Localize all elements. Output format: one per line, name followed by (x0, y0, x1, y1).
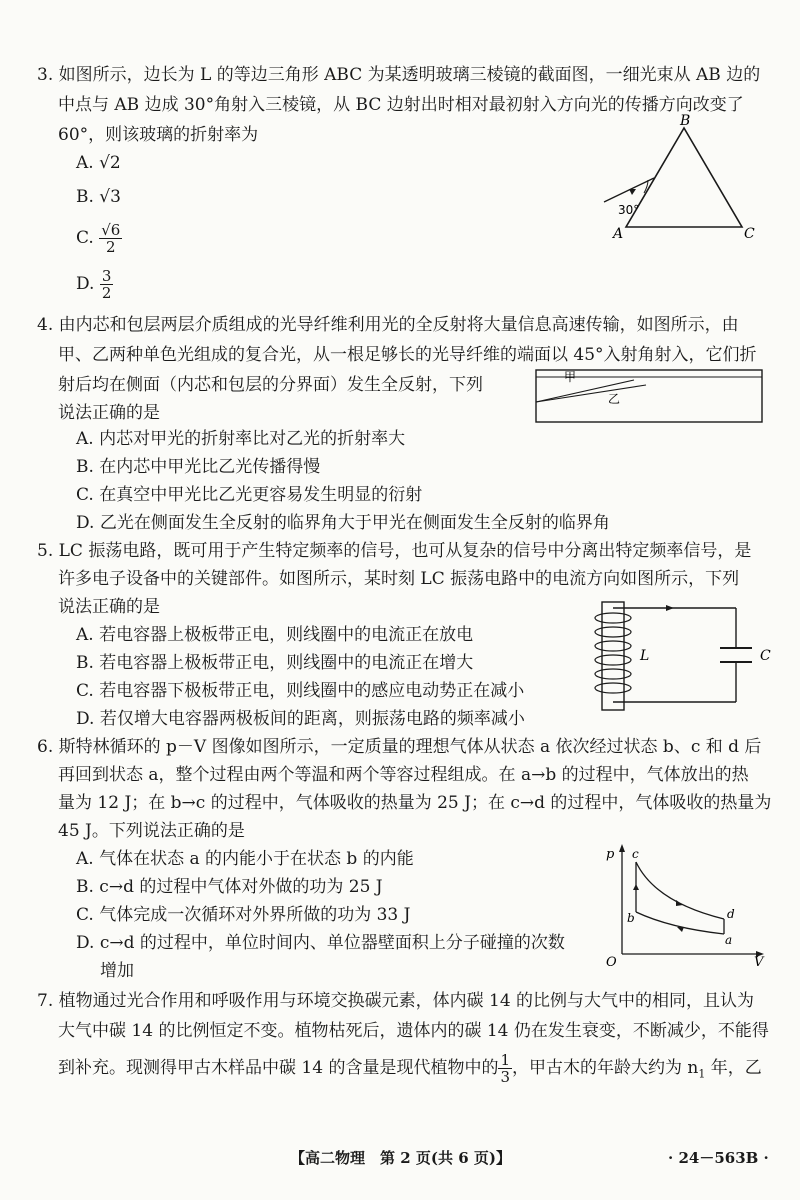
q4-option-b: B. 在内芯中甲光比乙光传播得慢 (76, 457, 321, 477)
q3-option-c-fraction (99, 222, 122, 255)
q3-option-c-num: √6 (101, 221, 121, 239)
ray-yi (536, 385, 646, 402)
q6-stem-line4: 45 J。下列说法正确的是 (58, 821, 245, 841)
q6-option-a: A. 气体在状态 a 的内能小于在状态 b 的内能 (76, 849, 414, 869)
current-arrow (666, 605, 674, 611)
q7-subscript: 1 (698, 1067, 706, 1081)
q7-line3-part3: 年，乙 (705, 1058, 762, 1078)
label-yi: 乙 (608, 392, 621, 406)
q4-stem-line2: 甲、乙两种单色光组成的复合光，从一根足够长的光导纤维的端面以 45°入射角射入，它们折 (58, 345, 757, 365)
q3-stem-line1: 3. 如图所示，边长为 L 的等边三角形 ABC 为某透明玻璃三棱镜的截面图，一细光束从 AB 边的 (37, 65, 761, 85)
q5-option-d: D. 若仅增大电容器两极板间的距离，则振荡电路的频率减小 (76, 709, 525, 729)
q3-option-c-den: 2 (106, 238, 116, 256)
q6-pv-diagram (600, 842, 770, 967)
q6-stem-line3: 量为 12 J；在 b→c 的过程中，气体吸收的热量为 25 J；在 c→d 的过程中，气体吸收的热量为 (58, 793, 772, 813)
q4-stem-line3: 射后均在侧面（内芯和包层的分界面）发生全反射，下列 (58, 375, 483, 395)
q3-option-d-fraction (100, 268, 114, 301)
q3-option-d (76, 268, 113, 301)
q7-line3-part2: ，甲古木的年龄大约为 n (512, 1058, 699, 1078)
q3-option-b: B. √3 (76, 187, 121, 207)
q6-option-b: B. c→d 的过程中气体对外做的功为 25 J (76, 877, 383, 897)
isotherm-cd (636, 862, 724, 919)
arrow-ab (677, 927, 684, 932)
vertex-b-label: B (680, 113, 691, 129)
incident-ray (604, 178, 654, 202)
q7-stem-line3 (58, 1052, 762, 1085)
v-label: V (754, 955, 764, 967)
q6-option-d-line2: 增加 (100, 961, 134, 981)
q7-fraction-num: 1 (500, 1051, 510, 1069)
prism-triangle (626, 128, 742, 227)
vertex-c-label: C (744, 226, 755, 242)
q3-option-a: A. √2 (76, 153, 121, 173)
q6-option-d-line1: D. c→d 的过程中，单位时间内、单位器壁面积上分子碰撞的次数 (76, 933, 565, 953)
ray-arrow (629, 189, 636, 195)
origin-label: O (606, 955, 617, 967)
q4-fiber-figure (534, 366, 766, 426)
q6-stem-line1: 6. 斯特林循环的 p－V 图像如图所示，一定质量的理想气体从状态 a 依次经过状态 b、c 和 d 后 (37, 737, 762, 757)
arrow-cd (676, 900, 683, 906)
footer-paper-code: · 24－563B · (668, 1149, 769, 1167)
p-axis-arrow (619, 844, 625, 852)
footer-page-info: 【高二物理 第 2 页(共 6 页)】 (290, 1149, 511, 1167)
angle-label: 30° (618, 203, 640, 217)
q7-line3-part1: 到补充。现测得甲古木样品中碳 14 的含量是现代植物中的 (58, 1058, 499, 1078)
q7-fraction (498, 1052, 512, 1085)
state-d-label: d (727, 907, 735, 921)
q5-option-b: B. 若电容器上极板带正电，则线圈中的电流正在增大 (76, 653, 474, 673)
q5-stem-line3: 说法正确的是 (58, 597, 160, 617)
q3-option-d-den: 2 (101, 284, 112, 302)
q5-option-c: C. 若电容器下极板带正电，则线圈中的感应电动势正在减小 (76, 681, 525, 701)
q6-option-c: C. 气体完成一次循环对外界所做的功为 33 J (76, 905, 411, 925)
q4-stem-line4: 说法正确的是 (58, 403, 160, 423)
q4-option-a: A. 内芯对甲光的折射率比对乙光的折射率大 (76, 429, 406, 449)
inductor-label: L (640, 648, 650, 664)
q3-option-d-label: D. (76, 274, 95, 294)
q5-option-a: A. 若电容器上极板带正电，则线圈中的电流正在放电 (76, 625, 474, 645)
q3-stem-line3: 60°，则该玻璃的折射率为 (58, 125, 259, 145)
coil-windings (595, 613, 631, 693)
state-a-label: a (725, 933, 733, 947)
q7-fraction-den: 3 (500, 1068, 510, 1086)
q4-stem-line1: 4. 由内芯和包层两层介质组成的光导纤维利用光的全反射将大量信息高速传输，如图所示，由 (37, 315, 739, 335)
q7-stem-line1: 7. 植物通过光合作用和呼吸作用与环境交换碳元素，体内碳 14 的比例与大气中的相同，且认为 (37, 991, 755, 1011)
p-label: p (606, 847, 615, 862)
q5-stem-line1: 5. LC 振荡电路，既可用于产生特定频率的信号，也可从复杂的信号中分离出特定频率信号，是 (37, 541, 752, 561)
q4-option-c: C. 在真空中甲光比乙光更容易发生明显的衍射 (76, 485, 423, 505)
q6-stem-line2: 再回到状态 a，整个过程由两个等温和两个等容过程组成。在 a→b 的过程中，气体放出的热 (58, 765, 749, 785)
q3-prism-figure (596, 112, 776, 242)
q3-stem-line2: 中点与 AB 边成 30°角射入三棱镜，从 BC 边射出时相对最初射入方向光的传播方向改变了 (58, 95, 744, 115)
capacitor-label: C (760, 648, 771, 664)
q3-option-c-label: C. (76, 228, 94, 248)
state-b-label: b (627, 911, 635, 925)
arrow-bc (633, 884, 639, 890)
q3-option-d-num: 3 (101, 267, 112, 285)
label-jia: 甲 (564, 370, 577, 384)
q7-stem-line2: 大气中碳 14 的比例恒定不变。植物枯死后，遗体内的碳 14 仍在发生衰变，不断减少，不能得 (58, 1021, 769, 1041)
q4-option-d: D. 乙光在侧面发生全反射的临界角大于甲光在侧面发生全反射的临界角 (76, 513, 610, 533)
q5-stem-line2: 许多电子设备中的关键部件。如图所示，某时刻 LC 振荡电路中的电流方向如图所示，下列 (58, 569, 740, 589)
state-c-label: c (632, 847, 639, 861)
q3-option-c (76, 222, 122, 255)
q5-lc-circuit (586, 596, 782, 716)
vertex-a-label: A (613, 226, 624, 242)
